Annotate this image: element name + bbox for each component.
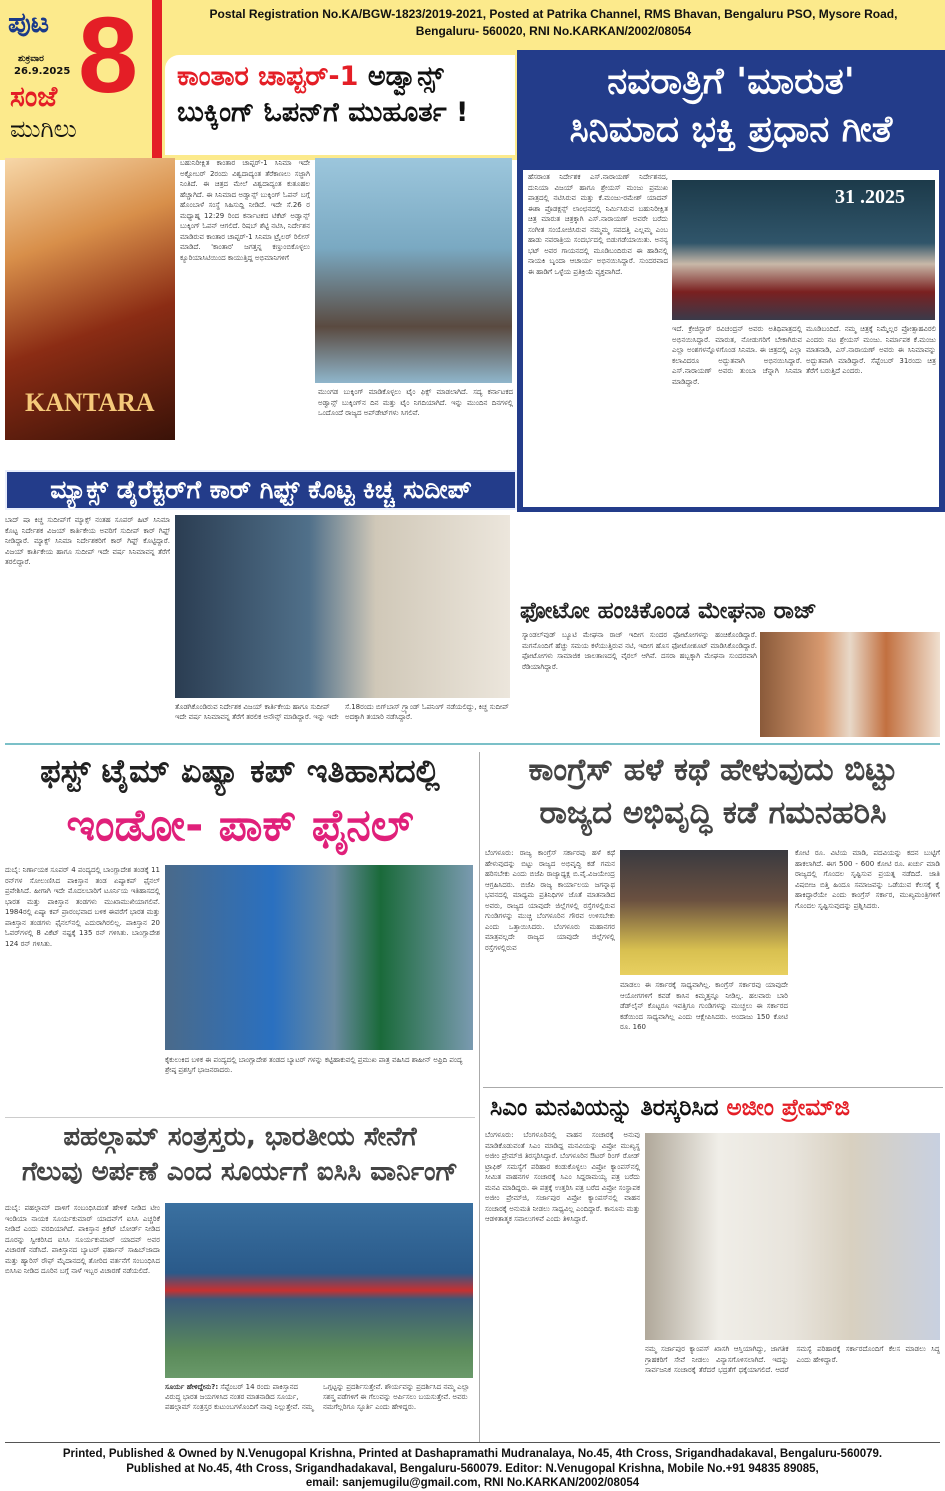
maruta-event-photo [672, 180, 935, 320]
asiacup-players-photo [165, 865, 473, 1050]
maruta-body-col1: ಹೆಸರಾಂತ ನಿರ್ದೇಶಕ ಎಸ್.ನಾರಾಯಣ್ ನಿರ್ದೇಶನದ, ದುನಿಯಾ ವಿಜಯ್ ಹಾಗೂ ಶ್ರೇಯಸ್ ಮಂಜು ಪ್ರಮುಖ ಪಾತ್ರದಲ್ಲಿ ನಟಿಸಿರುವ ಮತ್ತು ಕೆ.ಮಂಜು-ರಮೇಶ್ ಯಾದವ್ ಈಶಾ ಪ್ರೊಡಕ್ಷನ್ಸ್ ಲಾಂಛನದಲ್ಲಿ ನಿರ್ಮಿಸಿರುವ ಬಹುನಿರೀಕ್ಷಿತ ಚಿತ್ರ ಮಾರುತ ಚಿತ್ರಕ್ಕಾಗಿ ಎಸ್.ನಾರಾಯಣ್ ಅವರೇ ಬರೆದು ಸಂಗೀತ ಸಂಯೋಜಿಸಿರುವ ನಮ್ಮಮ್ಮ ಸವದತ್ತಿ ಎಲ್ಲಮ್ಮ ಎಂಬ ಹಾಡು ನವರಾತ್ರಿಯ ಸಂದರ್ಭದಲ್ಲಿ ಬಿಡುಗಡೆಯಾಯಿತು. ಅನನ್ಯ ಭಟ್ ಅವರ ಗಾಯನದಲ್ಲಿ ಮೂಡಿಬಂದಿರುವ ಈ ಹಾಡಿನಲ್ಲಿ ನಾಯಕಿ ಬೃಂದಾ ಆಚಾರ್ಯ ಅಭಿನಯಿಸಿದ್ದಾರೆ. ಸುಂದರವಾದ ಈ ಹಾಡಿಗೆ ಒಳ್ಳೆಯ ಪ್ರತಿಕ್ರಿಯೆ ವ್ಯಕ್ತವಾಗಿದೆ. [528, 173, 668, 276]
maruta-headline-2: ಸಿನಿಮಾದ ಭಕ್ತಿ ಪ್ರಧಾನ ಗೀತೆ [569, 109, 893, 150]
kantara-body-col2: ಮುಂಗಡ ಬುಕ್ಕಿಂಗ್ ಮಾಡಿಕೊಳ್ಳಲು ಟೈಂ ಫಿಕ್ಸ್ ಮಾಡಲಾಗಿದೆ. ಸದ್ಯ ಕರ್ನಾಟಕದ ಅಡ್ವಾನ್ಸ್ ಬುಕ್ಕಿಂಗ್‌ನ ದಿನ ಮತ್ತು ಟೈಂ ನಿಗದಿಯಾಗಿದೆ. ಇನ್ನು ಮುಂದಿನ ದಿನಗಳಲ್ಲಿ ಒಂದೊಂದೆ ರಾಜ್ಯದ ಅಪ್‌ಡೇಟ್‌ಗಳು ಸಿಗಲಿವೆ. [318, 388, 513, 417]
premji-body-col1: ಬೆಂಗಳೂರು: ಬೆಂಗಳೂರಿನಲ್ಲಿ ವಾಹನ ಸಂಚಾರಕ್ಕೆ ಅನುವು ಮಾಡಿಕೊಡುವಂತೆ ಸಿಎಂ ಮಾಡಿದ್ದ ಮನವಿಯನ್ನು ವಿಪ್ರೋ ಮುಖ್ಯಸ್ಥ ಅಜೀಂ ಪ್ರೇಮ್‌ಜಿ ತಿರಸ್ಕರಿಸಿದ್ದಾರೆ. ಬೆಂಗಳೂರಿನ ಔಟರ್ ರಿಂಗ್ ರೋಡ್ ಟ್ರಾಫಿಕ್ ಸಮಸ್ಯೆಗೆ ಪರಿಹಾರ ಕಂಡುಕೊಳ್ಳಲು ವಿಪ್ರೋ ಕ್ಯಾಂಪಸ್‌ನಲ್ಲಿ ಸೀಮಿತ ವಾಹನಗಳ ಸಂಚಾರಕ್ಕೆ ಸಿಎಂ ಸಿದ್ದರಾಮಯ್ಯ ಪತ್ರ ಬರೆದು ಮನವಿ ಮಾಡಿದ್ದರು. ಈ ಪತ್ರಕ್ಕೆ ಉತ್ತರಿಸಿ ಪತ್ರ ಬರೆದ ವಿಪ್ರೋ ಸಂಸ್ಥಾಪಕ ಅಜೀಂ ಪ್ರೇಮ್‌ಜಿ, ಸರ್ಜಾಪುರ ವಿಪ್ರೋ ಕ್ಯಾಂಪಸ್‌ನಲ್ಲಿ ವಾಹನ ಸಂಚಾರಕ್ಕೆ ಅನುಮತಿ ನೀಡಲು ಸಾಧ್ಯವಿಲ್ಲ ಎಂದಿದ್ದಾರೆ. ಕಾನೂನು ಮತ್ತು ಆಡಳಿತಾತ್ಮಕ ಸವಾಲುಗಳಿವೆ ಎಂದು ತಿಳಿಸಿದ್ದಾರೆ. [485, 1131, 640, 1223]
imprint-line-3: email: sanjemugilu@gmail.com, RNI No.KARKAN/2002/08054 [305, 1477, 640, 1489]
postal-line-2: Bengaluru- 560020, RNI No.KARKAN/2002/08054 [415, 24, 692, 38]
maruta-body-col3: ಮೂಡಿಬಂದಿದೆ. ನಮ್ಮ ಚಿತ್ರಕ್ಕೆ ನಿಮ್ಮೆಲ್ಲರ ಪ್ರೋತ್ಸಾಹವಿರಲಿ ಎಂದರು ನಟ ಶ್ರೇಯಸ್ ಮಂಜು. ನಿರ್ಮಾಪಕ ಕೆ.ಮಂಜು ಮಾತನಾಡಿ, ಎಸ್.ನಾರಾಯಣ್ ಅವರು ಈ ಸಿನಿಮಾವನ್ನು ಅದ್ಭುತವಾಗಿ ಮಾಡಿದ್ದಾರೆ. ಸೆಪ್ಟೆಂಬರ್ 31ರಂದು ಚಿತ್ರ ತೆರೆಗೆ ಬರುತ್ತಿದೆ ಎಂದರು. [806, 325, 936, 375]
toss-stadium-photo [165, 1203, 473, 1378]
poster-title: KANTARA [25, 388, 155, 417]
maruta-headline-1: ನವರಾತ್ರಿಗೆ 'ಮಾರುತ' [607, 61, 855, 102]
imprint-line-2: Published at No.45, 4th Cross, Srigandhadakaval, Bengaluru-560079. Editor: N.Venugopal Krishna, Mobile No.+91 94835 89085, [126, 1462, 819, 1475]
cm-premji-photo [645, 1133, 940, 1340]
surya-headline-1: ಪಹಲ್ಗಾಮ್ ಸಂತ್ರಸ್ತರು, ಭಾರತೀಯ ಸೇನೆಗೆ [63, 1122, 417, 1152]
imprint-footer [0, 1447, 945, 1491]
asiacup-headline-2: ಇಂಡೋ- ಪಾಕ್ ಫೈನಲ್ [66, 800, 414, 851]
column-divider [479, 752, 480, 1442]
page-number: 8 [78, 0, 139, 115]
kantara-body-col1: ಬಹುನಿರೀಕ್ಷಿತ ಕಾಂತಾರ ಚಾಪ್ಟರ್-1 ಸಿನಿಮಾ ಇದೇ ಅಕ್ಟೋಬರ್ 2ರಂದು ವಿಶ್ವದಾದ್ಯಂತ ತೆರೆಕಾಣಲು ಸಜ್ಜಾಗಿ ನಿಂತಿದೆ. ಈ ಚಿತ್ರದ ಮೇಲೆ ವಿಶ್ವದಾದ್ಯಂತ ಕುತೂಹಲ ಹೆಚ್ಚಾಗಿದೆ. ಈ ಸಿನಿಮಾದ ಅಡ್ವಾನ್ಸ್ ಬುಕ್ಕಿಂಗ್ ಓಪನ್ ಬಗ್ಗೆ ಹೊಂಬಾಳೆ ಸಂಸ್ಥೆ ಸಿಹಿಸುದ್ದಿ ನೀಡಿದೆ. ಇದೇ ಸೆ.26 ರ ಮಧ್ಯಾಹ್ನ 12:29 ರಿಂದ ಕರ್ನಾಟಕದ ಟಿಕೆಟ್ ಅಡ್ವಾನ್ಸ್ ಬುಕ್ಕಿಂಗ್ ಓಪನ್ ಆಗಲಿದೆ. ರಿಷಬ್ ಶೆಟ್ಟಿ ನಟಿಸಿ, ನಿರ್ದೇಶನ ಮಾಡಿರುವ ಕಾಂತಾರ ಚಾಪ್ಟರ್-1 ಸಿನಿಮಾ ಟ್ರೈಲರ್ ರಿಲೀಸ್ ಮಾಡಿದೆ. 'ಕಾಂತಾರ' ಜಗತ್ತನ್ನ ಕಣ್ತುಂಬಿಕೊಳ್ಳಲು ಕ್ಯೂರಿಯಾಸಿಟಿಯಿಂದ ಕಾಯುತ್ತಿದ್ದ ಅಭಿಮಾನಿಗಳಿಗೆ [180, 159, 310, 262]
issue-date: 26.9.2025 [14, 66, 71, 77]
paper-name-black: ಮುಗಿಲು [10, 115, 77, 143]
sudeep-caption-2: ಸೆ.18ರಂದು ಬಿಗ್‌ಬಾಸ್ ಗ್ರ್ಯಾಂಡ್ ಓಪನಿಂಗ್ ನಡೆಯಲಿದ್ದು, ಕಿಚ್ಚ ಸುದೀಪ್ ಅದಕ್ಕಾಗಿ ತಯಾರಿ ನಡೆಸಿದ್ದಾರೆ. [345, 703, 509, 721]
congress-headline-1: ಕಾಂಗ್ರೆಸ್ ಹಳೆ ಕಥೆ ಹೇಳುವುದು ಬಿಟ್ಟು [528, 752, 898, 788]
meghana-body: ಸ್ಯಾಂಡಲ್‌ವುಡ್ ಬ್ಯೂಟಿ ಮೇಘನಾ ರಾಜ್ ಇದೀಗ ಸುಂದರ ಫೋಟೋಗಳನ್ನು ಹಂಚಿಕೊಂಡಿದ್ದಾರೆ. ಮಗನೊಂದಿಗೆ ಹೆಚ್ಚು ಸಮಯ ಕಳೆಯುತ್ತಿರುವ ನಟಿ, ಇದೀಗ ಹೊಸ ಫೋಟೋಶೂಟ್ ಮಾಡಿಸಿಕೊಂಡಿದ್ದಾರೆ. ಫೋಟೋಗಳು ಸಾಮಾಜಿಕ ಜಾಲತಾಣದಲ್ಲಿ ವೈರಲ್ ಆಗಿವೆ. ದಸರಾ ಹಬ್ಬಕ್ಕಾಗಿ ಮೇಘನಾ ಸುಂದರವಾಗಿ ರೆಡಿಯಾಗಿದ್ದಾರೆ. [522, 631, 757, 671]
surya-headline-2: ಗೆಲುವು ಅರ್ಪಣೆ ಎಂದ ಸೂರ್ಯಗೆ ಐಸಿಸಿ ವಾರ್ನಿಂಗ್ [21, 1157, 459, 1187]
section-divider-1 [5, 743, 940, 745]
surya-caption: ಸೂರ್ಯ ಹೇಳಿದ್ದೇನು?: ಸೆಪ್ಟೆಂಬರ್ 14 ರಂದು ಪಾಕಿಸ್ತಾನದ ವಿರುದ್ಧ ಭಾರತ ಜಯಗಳಿಸಿದ ನಂತರ ಮಾತನಾಡಿದ ಸೂರ್ಯ, ಪಹಲ್ಗಾಮ್ ಸಂತ್ರಸ್ತರ ಕುಟುಂಬಗಳೊಂದಿಗೆ ನಾವು ನಿಲ್ಲುತ್ತೇವೆ. ನಮ್ಮ ಒಗ್ಗಟ್ಟನ್ನು ಪ್ರದರ್ಶಿಸುತ್ತೇವೆ. ಶೌರ್ಯವನ್ನು ಪ್ರದರ್ಶಿಸಿದ ನಮ್ಮ ಎಲ್ಲಾ ಸಶಸ್ತ್ರ ಪಡೆಗಳಿಗೆ ಈ ಗೆಲುವನ್ನು ಅರ್ಪಿಸಲು ಬಯಸುತ್ತೇವೆ. ಅವರು ನಮಗೆಲ್ಲರಿಗೂ ಸ್ಫೂರ್ತಿ ಎಂದು ಹೇಳಿದ್ದರು. [165, 1383, 470, 1411]
vijayendra-photo [620, 850, 788, 975]
asiacup-body: ದುಬೈ: ನಿರ್ಣಾಯಕ ಸೂಪರ್ 4 ಪಂದ್ಯದಲ್ಲಿ ಬಾಂಗ್ಲಾದೇಶ ತಂಡಕ್ಕೆ 11 ರನ್‌ಗಳ ಸೋಲುಣಿಸಿದ ಪಾಕಿಸ್ತಾನ ತಂಡ ಏಷ್ಯಾಕಪ್ ಫೈನಲ್ ಪ್ರವೇಶಿಸಿದೆ. ಹೀಗಾಗಿ ಇದೇ ಮೊದಲಬಾರಿಗೆ ಟೂರ್ನಿಯ ಇತಿಹಾಸದಲ್ಲಿ ಭಾರತ ಮತ್ತು ಪಾಕಿಸ್ತಾನ ತಂಡಗಳು ಮುಖಾಮುಖಿಯಾಗಲಿವೆ. 1984ರಲ್ಲಿ ಏಷ್ಯಾ ಕಪ್ ಪ್ರಾರಂಭವಾದ ಬಳಿಕ ಈವರೆಗೆ ಭಾರತ ಮತ್ತು ಪಾಕಿಸ್ತಾನ ತಂಡಗಳು ಫೈನಲ್‌ನಲ್ಲಿ ಎದುರಾಗಿರಲಿಲ್ಲ. ಪಾಕಿಸ್ತಾನ 20 ಓವರ್‌ಗಳಲ್ಲಿ 8 ವಿಕೆಟ್ ನಷ್ಟಕ್ಕೆ 135 ರನ್ ಗಳಿಸಿತು. ಬಾಂಗ್ಲಾದೇಶ 124 ರನ್ ಗಳಿಸಿತು. [5, 866, 160, 948]
sudeep-caption-1: ತೊಡಗಿಕೊಂಡಿರುವ ನಿರ್ದೇಶಕ ವಿಜಯ್ ಕಾರ್ತಿಕೇಯ ಹಾಗೂ ಸುದೀಪ್ ಇದೇ ವರ್ಷ ಸಿನಿಮಾವನ್ನ ತೆರೆಗೆ ತರಲಿಕ ಅನೌನ್ಸ್ ಮಾಡಿದ್ದಾರೆ. ಇನ್ನು ಇದೇ [175, 703, 339, 721]
asiacup-headline-1: ಫಸ್ಟ್ ಟೈಮ್ ಏಷ್ಯಾ ಕಪ್ ಇತಿಹಾಸದಲ್ಲಿ [40, 752, 440, 790]
poster-date: 31 .2025 [835, 186, 905, 208]
premji-body-col2: ನಮ್ಮ ಸರ್ಜಾಪುರ ಕ್ಯಾಂಪಸ್ ಖಾಸಗಿ ಆಸ್ತಿಯಾಗಿದ್ದು, ಜಾಗತಿಕ ಗ್ರಾಹಕರಿಗೆ ಸೇವೆ ನೀಡಲು ವಿನ್ಯಾಸಗೊಳಿಸಲಾಗಿದೆ. ಇದನ್ನು ಸಾರ್ವಜನಿಕ ಸಂಚಾರಕ್ಕೆ ತೆರೆದರೆ ಭದ್ರತೆಗೆ ಧಕ್ಕೆಯಾಗಲಿದೆ. ಆದರೆ ಸಮಸ್ಯೆ ಪರಿಹಾರಕ್ಕೆ ಸರ್ಕಾರದೊಂದಿಗೆ ಕೆಲಸ ಮಾಡಲು ಸಿದ್ಧ ಎಂದು ಹೇಳಿದ್ದಾರೆ. [645, 1345, 940, 1374]
sudeep-body: ಬಾದ್ ಷಾ ಕಿಚ್ಚ ಸುದೀಪ್‌ಗೆ ಮ್ಯಾಕ್ಸ್ ನಂತಹ ಸೂಪರ್ ಹಿಟ್ ಸಿನಿಮಾ ಕೊಟ್ಟ ನಿರ್ದೇಶಕ ವಿಜಯ್ ಕಾರ್ತಿಕೇಯ ಅವರಿಗೆ ಸುದೀಪ್ ಕಾರ್ ಗಿಫ್ಟ್ ನೀಡಿದ್ದಾರೆ. ಮ್ಯಾಕ್ಸ್ ಸಿನಿಮಾ ನಿರ್ದೇಶಕರಿಗೆ ಕಾರ್ ಗಿಫ್ಟ್ ಕೊಟ್ಟಿದ್ದಾರೆ. ವಿಜಯ್ ಕಾರ್ತಿಕೇಯ ಹಾಗೂ ಸುದೀಪ್ ಇದೇ ವರ್ಷ ಸಿನಿಮಾವನ್ನ ತೆರೆಗೆ ತರಲಿದ್ದಾರೆ. [5, 516, 170, 566]
congress-body-col2: ಮಾಡಲು ಈ ಸರ್ಕಾರಕ್ಕೆ ಸಾಧ್ಯವಾಗಿಲ್ಲ. ಕಾಂಗ್ರೆಸ್ ಸರ್ಕಾರವು ಯಾವುದೇ ಆಯೋಗಗಳಿಗೆ ಕವಡೆ ಕಾಸಿನ ಕಿಮ್ಮತ್ತನ್ನೂ ನೀಡಿಲ್ಲ. ಹಲವಾರು ಬಾರಿ ಡೆಡ್‌ಲೈನ್ ಕೊಟ್ಟರೂ ಇವತ್ತಿಗೂ ಗುಂಡಿಗಳನ್ನು ಮುಚ್ಚಲು ಈ ಸರ್ಕಾರದ ಕಡೆಯಿಂದ ಸಾಧ್ಯವಾಗಿಲ್ಲ ಎಂದು ಆಕ್ಷೇಪಿಸಿದರು. ಅಂದಾಜು 150 ಕೋಟಿ ರೂ. 160 [620, 981, 788, 1031]
premji-headline: ಸಿಎಂ ಮನವಿಯನ್ನು ತಿರಸ್ಕರಿಸಿದ ಅಜೀಂ ಪ್ರೇಮ್‌ಜಿ [490, 1095, 851, 1121]
masthead-divider [152, 0, 162, 160]
kantara-poster-image [5, 158, 175, 440]
issue-day: ಶುಕ್ರವಾರ [18, 54, 44, 64]
paper-name-red: ಸಂಜೆ [10, 80, 58, 113]
sudeep-car-photo [175, 515, 510, 698]
meghana-photo [760, 632, 940, 737]
kantara-still-image [315, 158, 512, 383]
page-label: ಪುಟ [8, 6, 50, 39]
postal-line-1: Postal Registration No.KA/BGW-1823/2019-2021, Posted at Patrika Channel, RMS Bhavan, Bengaluru PSO, Mysore Road, [209, 7, 898, 21]
congress-body-col3: ಕೋಟಿ ರೂ. ವಿಟಿಯ ಮಾಡಿ, ಪದವಿಯನ್ನು ಕದನ ಬುಟ್ಟಿಗೆ ಹಾಕಲಾಗಿದೆ. ಈಗ 500 - 600 ಕೋಟಿ ರೂ. ಖರ್ಚು ಮಾಡಿ ರಾಜ್ಯದಲ್ಲಿ ಗೊಂದಲ ಸೃಷ್ಟಿಸುವ ಪ್ರಯತ್ನ ನಡೆದಿದೆ. ಜಾತಿ ವಿಷಬೀಜ ಬಿತ್ತಿ ಹಿಂದೂ ಸಮಾಜವನ್ನು ಒಡೆಯುವ ಕೆಲಸಕ್ಕೆ ಕೈ ಹಾಕಿದ್ದಾರೆಯೇ ಎಂದು ಕಾಂಗ್ರೆಸ್ ಸರ್ಕಾರ, ಮುಖ್ಯಮಂತ್ರಿಗಳಿಗೆ ಗೊಂದಲ ಸೃಷ್ಟಿಸುವುದನ್ನು ಪ್ರಶ್ನಿಸಿದರು. [795, 849, 940, 910]
asiacup-caption: ಕೈಕುಲುಕಿದ ಬಳಿಕ ಈ ಪಂದ್ಯದಲ್ಲಿ ಬಾಂಗ್ಲಾದೇಶ ತಂಡದ ಬ್ಯಾಟರ್ ಗಳನ್ನು ಕಟ್ಟಿಹಾಕುವಲ್ಲಿ ಪ್ರಮುಖ ಪಾತ್ರ ವಹಿಸಿದ ಶಾಹೀನ್ ಅಫ್ರಿದಿ ಪಂದ್ಯ ಶ್ರೇಷ್ಠ ಪ್ರಶಸ್ತಿಗೆ ಭಾಜನರಾದರು. [165, 1056, 463, 1074]
sudeep-headline: ಮ್ಯಾಕ್ಸ್ ಡೈರೆಕ್ಟರ್‌ಗೆ ಕಾರ್ ಗಿಫ್ಟ್ ಕೊಟ್ಟ ಕಿಚ್ಚ ಸುದೀಪ್ [5, 470, 517, 510]
postal-band [162, 0, 945, 50]
congress-headline-2: ರಾಜ್ಯದ ಅಭಿವೃದ್ಧಿ ಕಡೆ ಗಮನಹರಿಸಿ [539, 795, 887, 831]
surya-body: ದುಬೈ: ಪಹಲ್ಗಾಮ್ ದಾಳಿಗೆ ಸಂಬಂಧಿಸಿದಂತೆ ಹೇಳಿಕೆ ನೀಡಿದ ಟೀಂ ಇಂಡಿಯಾ ನಾಯಕ ಸೂರ್ಯಕುಮಾರ್ ಯಾದವ್‌ಗೆ ಐಸಿಸಿ ಎಚ್ಚರಿಕೆ ನೀಡಿದೆ ಎಂದು ವರದಿಯಾಗಿದೆ. ಪಾಕಿಸ್ತಾನ ಕ್ರಿಕೆಟ್ ಬೋರ್ಡ್ ನೀಡಿದ ದೂರನ್ನು ಸ್ವೀಕರಿಸಿದ ಐಸಿಸಿ ಸೂರ್ಯಕುಮಾರ್ ಯಾದವ್ ಅವರ ವಿಚಾರಣೆ ನಡೆಸಿದೆ. ಪಾಕಿಸ್ತಾನದ ಬ್ಯಾಟರ್ ಫರ್ಹಾನ್ ಸಾಹಿಬ್‌ಜಾದಾ ಮತ್ತು ಹ್ಯಾರಿಸ್ ರೌಫ್ ಮೈದಾನದಲ್ಲಿ ತೋರಿದ ವರ್ತನೆಗೆ ಸಂಬಂಧಿಸಿದ ಬಿಸಿಸಿಐ ನೀಡಿದ ದೂರಿನ ಬಗ್ಗೆ ನಾಳೆ ಇಬ್ಬರ ವಿಚಾರಣೆ ನಡೆಯಲಿದೆ. [5, 1204, 160, 1275]
congress-body-col1: ಬೆಂಗಳೂರು: ರಾಜ್ಯ ಕಾಂಗ್ರೆಸ್ ಸರ್ಕಾರವು ಹಳೆ ಕಥೆ ಹೇಳುವುದನ್ನು ಬಿಟ್ಟು ರಾಜ್ಯದ ಅಭಿವೃದ್ಧಿ ಕಡೆ ಗಮನ ಹರಿಸಬೇಕು ಎಂದು ಬಿಜೆಪಿ ರಾಜ್ಯಾಧ್ಯಕ್ಷ ಬಿ.ವೈ.ವಿಜಯೇಂದ್ರ ಆಗ್ರಹಿಸಿದರು. ಬಿಜೆಪಿ ರಾಜ್ಯ ಕಾರ್ಯಾಲಯ ಜಗನ್ನಾಥ ಭವನದಲ್ಲಿ ಮಾಧ್ಯಮ ಪ್ರತಿನಿಧಿಗಳ ಜೊತೆ ಮಾತನಾಡಿದ ಅವರು, ರಾಜ್ಯದ ಯಾವುದೇ ಜಿಲ್ಲೆಗಳಲ್ಲಿ ರಸ್ತೆಗಳಲ್ಲಿರುವ ಗುಂಡಿಗಳನ್ನು ಮುಚ್ಚಿ ಬೆಂಗಳೂರಿನ ಗೌರವ ಉಳಿಸಬೇಕು ಎಂದು ಒತ್ತಾಯಿಸಿದರು. ಬೆಂಗಳೂರು ಮಹಾನಗರ ಮಾತ್ರವಲ್ಲದೇ ರಾಜ್ಯದ ಯಾವುದೇ ಜಿಲ್ಲೆಗಳಲ್ಲಿ ರಸ್ತೆಗಳಲ್ಲಿರುವ [485, 849, 615, 952]
imprint-line-1: Printed, Published & Owned by N.Venugopal Krishna, Printed at Dashapramathi Mudranalaya, No.45, 4th Cross, Srigandhadakaval, Bengaluru-560079. [62, 1448, 883, 1460]
kantara-headline: ಕಾಂತಾರ ಚಾಪ್ಟರ್-1 ಅಡ್ವಾನ್ಸ್ ಬುಕ್ಕಿಂಗ್ ಓಪನ್‌ಗೆ ಮುಹೂರ್ತ ! [165, 55, 515, 155]
meghana-headline: ಫೋಟೋ ಹಂಚಿಕೊಂಡ ಮೇಘನಾ ರಾಜ್ [520, 598, 817, 624]
maruta-body-col2: ಇದೆ. ಕ್ರೇಜಿಸ್ಟಾರ್ ರವಿಚಂದ್ರನ್ ಅವರು ಅತಿಥಿಪಾತ್ರದಲ್ಲಿ ಅಭಿನಯಿಸಿದ್ದಾರೆ. ಮಾರುತ, ನೋಡುಗರಿಗೆ ಬೇಕಾಗಿರುವ ಎಲ್ಲಾ ಅಂಶಗಳನ್ನೊಳಗೊಂಡ ಸಿನಿಮಾ. ಈ ಚಿತ್ರದಲ್ಲಿ ಎಲ್ಲಾ ಕಲಾವಿದರೂ ಅದ್ಭುತವಾಗಿ ಅಭಿನಯಿಸಿದ್ದಾರೆ. ಎಸ್.ನಾರಾಯಣ್ ಅವರು ತುಂಬಾ ಚೆನ್ನಾಗಿ ಸಿನಿಮಾ ಮಾಡಿದ್ದಾರೆ. [672, 325, 802, 386]
